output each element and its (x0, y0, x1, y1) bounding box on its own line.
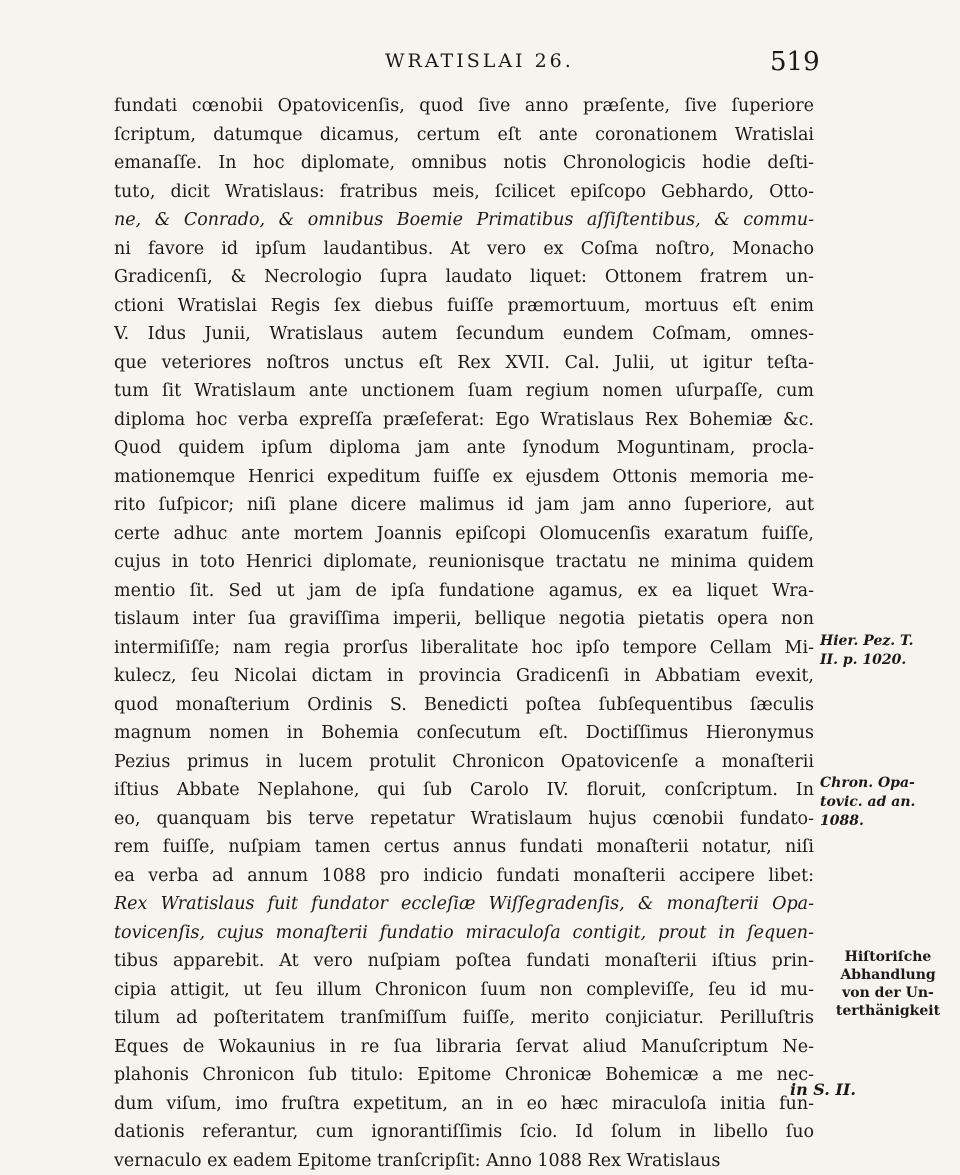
text-line: mationemque Henrici expeditum fuiſſe ex ejusdem Ottonis memoria me- (114, 463, 814, 492)
text-line: ea verba ad annum 1088 pro indicio fundati monaſterii accipere libet: (114, 862, 814, 891)
text-line: diploma hoc verba expreſſa præſeferat: Ego Wratislaus Rex Bohemiæ &c. (114, 406, 814, 435)
text-line: quod monaſterium Ordinis S. Benedicti poſtea ſubſequentibus ſæculis (114, 691, 814, 720)
text-line: rito ſuſpicor; niſi plane dicere malimus id jam jam anno ſuperiore, aut (114, 491, 814, 520)
margin-note-line: Chron. Opa- (820, 774, 955, 793)
margin-fraktur-line: von der Un- (818, 984, 958, 1002)
page-number: 519 (770, 47, 820, 77)
text-line: Pezius primus in lucem protulit Chronicon Opatovicenſe a monaſterii (114, 748, 814, 777)
margin-note-line: Hier. Pez. T. (820, 632, 955, 651)
text-line: Quod quidem ipſum diploma jam ante ſynodum Moguntinam, procla- (114, 434, 814, 463)
margin-note-line: 1088. (820, 812, 955, 831)
margin-fraktur-line: Abhandlung (818, 966, 958, 984)
text-line: V. Idus Junii, Wratislaus autem ſecundum eundem Coſmam, omnes- (114, 320, 814, 349)
margin-fraktur-line: terthänigkeit (818, 1002, 958, 1020)
margin-note-line: II. p. 1020. (820, 651, 955, 670)
text-line: cipia attigit, ut ſeu illum Chronicon ſuum non compleviſſe, ſeu id mu- (114, 976, 814, 1005)
text-line: rem fuiſſe, nuſpiam tamen certus annus fundati monaſterii notatur, niſi (114, 833, 814, 862)
text-line: mentio ſit. Sed ut jam de ipſa fundatione agamus, ex ea liquet Wra- (114, 577, 814, 606)
text-line: que veteriores noſtros unctus eſt Rex XVII. Cal. Julii, ut igitur teſta- (114, 349, 814, 378)
text-line: tislaum inter ſua graviſſima imperii, bellique negotia pietatis opera non (114, 605, 814, 634)
margin-fraktur-line: Hiſtoriſche (818, 948, 958, 966)
margin-note-chronicon (820, 774, 955, 831)
text-line: kulecz, ſeu Nicolai dictam in provincia Gradicenſi in Abbatiam evexit, (114, 662, 814, 691)
text-line: tovicenſis, cujus monaſterii fundatio miraculoſa contigit, prout in ſequen- (114, 919, 814, 948)
text-line: dationis referantur, cum ignorantiſſimis ſcio. Id ſolum in libello ſuo (114, 1118, 814, 1147)
text-line: tuto, dicit Wratislaus: fratribus meis, ſcilicet epiſcopo Gebhardo, Otto- (114, 178, 814, 207)
text-line: emanaſſe. In hoc diplomate, omnibus notis Chronologicis hodie deſti- (114, 149, 814, 178)
body-text (114, 92, 814, 1175)
text-line: dum viſum, imo fruſtra expetitum, an in eo hæc miraculoſa initia fun- (114, 1090, 814, 1119)
text-line: tilum ad poſteritatem tranſmiſſum fuiſſe, merito conjiciatur. Perilluſtris (114, 1004, 814, 1033)
margin-note-pez (820, 632, 955, 670)
text-line: tibus apparebit. At vero nuſpiam poſtea fundati monaſterii iſtius prin- (114, 947, 814, 976)
text-line: tum ſit Wratislaum ante unctionem ſuam regium nomen uſurpaſſe, cum (114, 377, 814, 406)
text-line: Eques de Wokaunius in re ſua libraria ſervat aliud Manuſcriptum Ne- (114, 1033, 814, 1062)
text-line: ni favore id ipſum laudantibus. At vero ex Coſma noſtro, Monacho (114, 235, 814, 264)
text-line: ctioni Wratislai Regis ſex diebus fuiſſe præmortuum, mortuus eſt enim (114, 292, 814, 321)
running-title: WRATISLAI 26. (385, 50, 574, 72)
text-line: eo, quanquam bis terve repetatur Wratislaum hujus cœnobii fundato- (114, 805, 814, 834)
text-line: plahonis Chronicon ſub titulo: Epitome Chronicæ Bohemicæ a me nec- (114, 1061, 814, 1090)
text-line: iſtius Abbate Neplahone, qui ſub Carolo IV. floruit, conſcriptum. In (114, 776, 814, 805)
text-line: ſcriptum, datumque dicamus, certum eſt ante coronationem Wratislai (114, 121, 814, 150)
text-line: ne, & Conrado, & omnibus Boemie Primatibus aſſiſtentibus, & commu- (114, 206, 814, 235)
text-line: cujus in toto Henrici diplomate, reunionisque tractatu ne minima quidem (114, 548, 814, 577)
text-line: intermiſiſſe; nam regia prorſus liberalitate hoc ipſo tempore Cellam Mi- (114, 634, 814, 663)
text-line: fundati cœnobii Opatovicenſis, quod ſive anno præſente, ſive ſuperiore (114, 92, 814, 121)
text-line: Rex Wratislaus fuit fundator eccleſiæ Wiſſegradenſis, & monaſterii Opa- (114, 890, 814, 919)
text-line: Gradicenſi, & Necrologio ſupra laudato liquet: Ottonem fratrem un- (114, 263, 814, 292)
text-line: magnum nomen in Bohemia conſecutum eſt. Doctiſſimus Hieronymus (114, 719, 814, 748)
margin-signature-title (818, 948, 958, 1020)
margin-note-line: tovic. ad an. (820, 793, 955, 812)
text-line: vernaculo ex eadem Epitome tranſcripſit: Anno 1088 Rex Wratislaus (114, 1147, 814, 1175)
text-line: certe adhuc ante mortem Joannis epiſcopi Olomucenſis exaratum fuiſſe, (114, 520, 814, 549)
printer-signature: in S. II. (790, 1080, 856, 1099)
